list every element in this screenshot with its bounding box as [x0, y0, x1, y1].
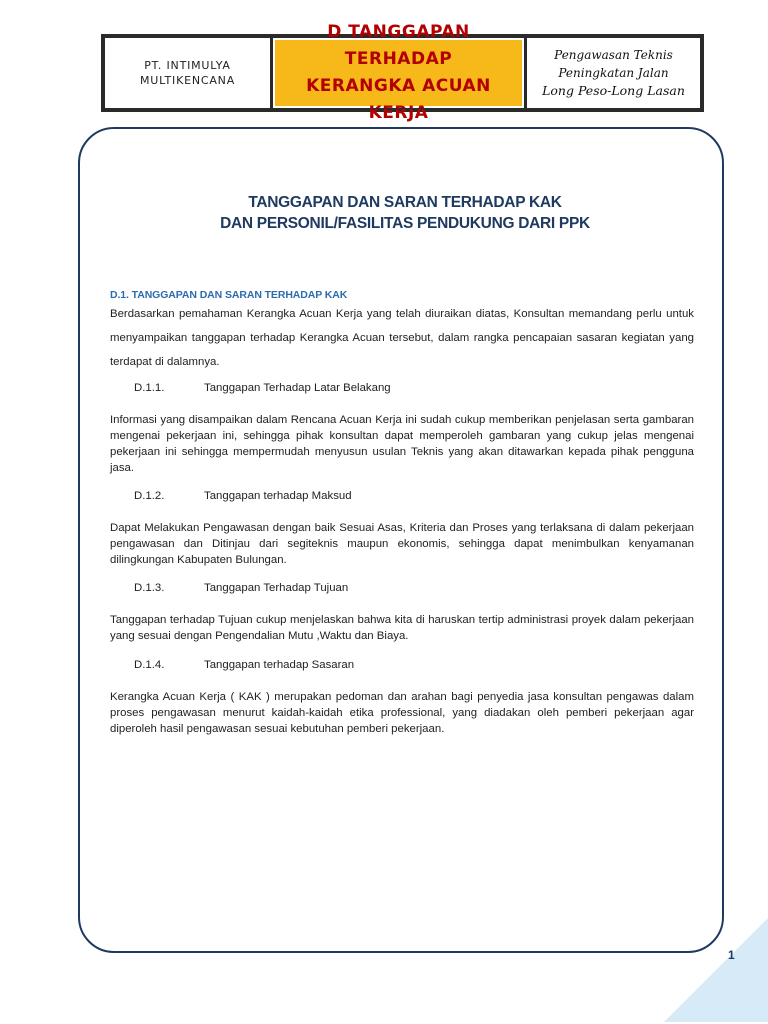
chapter-title-line1: D TANGGAPAN TERHADAP	[327, 22, 470, 69]
subsection-number: D.1.3.	[134, 582, 165, 594]
document-header	[101, 22, 704, 123]
page-title-line2: DAN PERSONIL/FASILITAS PENDUKUNG DARI PPK	[220, 215, 590, 232]
subsection-number: D.1.4.	[134, 659, 165, 671]
page-title-line1: TANGGAPAN DAN SARAN TERHADAP KAK	[248, 194, 562, 211]
subsection-heading-3	[134, 582, 348, 594]
chapter-title-line2: KERANGKA ACUAN KERJA	[306, 76, 491, 123]
chapter-title-cell	[273, 22, 524, 123]
subsection-paragraph-1: Informasi yang disampaikan dalam Rencana Acuan Kerja ini sudah cukup memberikan penjelasan serta gambaran mengenai pekerjaan ini, sehingga pihak konsultan dapat memperoleh gambaran yang cukup jelas mengenai pekerjaan ini sehingga mempermudah menyusun usulan Teknis yang akan ditawarkan kepada pihak pengguna jasa.	[110, 414, 694, 474]
subsection-title: Tanggapan terhadap Maksud	[204, 490, 352, 502]
subsection-number: D.1.2.	[134, 490, 165, 502]
project-name-line3: Long Peso-Long Lasan	[542, 83, 685, 98]
subsection-paragraph-3: Tanggapan terhadap Tujuan cukup menjelaskan bahwa kita di haruskan tertip administrasi proyek dalam pekerjaan yang sesuai dengan Pengendalian Mutu ,Waktu dan Biaya.	[110, 614, 694, 642]
subsection-heading-4	[134, 659, 354, 671]
page-number: 1	[728, 948, 735, 962]
subsection-title: Tanggapan terhadap Sasaran	[204, 659, 355, 671]
company-name-line1: PT. INTIMULYA	[144, 59, 231, 72]
subsection-heading-2	[134, 490, 352, 502]
company-name-line2: MULTIKENCANA	[139, 74, 236, 87]
subsection-title: Tanggapan Terhadap Tujuan	[204, 582, 349, 594]
page-title	[110, 192, 700, 234]
project-name-cell	[527, 38, 700, 108]
corner-decoration	[664, 902, 768, 1022]
intro-paragraph: Berdasarkan pemahaman Kerangka Acuan Kerja yang telah diuraikan diatas, Konsultan memandang perlu untuk menyampaikan tanggapan terhadap Kerangka Acuan tersebut, dalam rangka pencapaian sasaran kegiatan yang terdapat di dalamnya.	[110, 308, 694, 368]
subsection-paragraph-4: Kerangka Acuan Kerja ( KAK ) merupakan pedoman dan arahan bagi penyedia jasa konsultan pengawas dalam proses pengawasan menurut kaidah-kaidah etika professional, yang diadakan oleh pemberi pekerjaan agar diperoleh hasil pengawasan sesuai kebutuhan pemberi pekerjaan.	[110, 691, 694, 735]
subsection-title: Tanggapan Terhadap Latar Belakang	[204, 382, 391, 394]
company-name-cell	[105, 38, 270, 108]
section-heading: D.1. TANGGAPAN DAN SARAN TERHADAP KAK	[110, 289, 348, 301]
project-name-line2: Peningkatan Jalan	[558, 66, 669, 80]
subsection-paragraph-2: Dapat Melakukan Pengawasan dengan baik Sesuai Asas, Kriteria dan Proses yang terlaksana di dalam pekerjaan pengawasan dan Ditinjau dari segiteknis maupun ekonomis, sehingga dapat menimbulkan kenyamanan dilingkungan Kabupaten Bulungan.	[110, 522, 694, 566]
subsection-number: D.1.1.	[134, 382, 165, 394]
project-name-line1: Pengawasan Teknis	[554, 48, 673, 62]
subsection-heading-1	[134, 382, 391, 394]
